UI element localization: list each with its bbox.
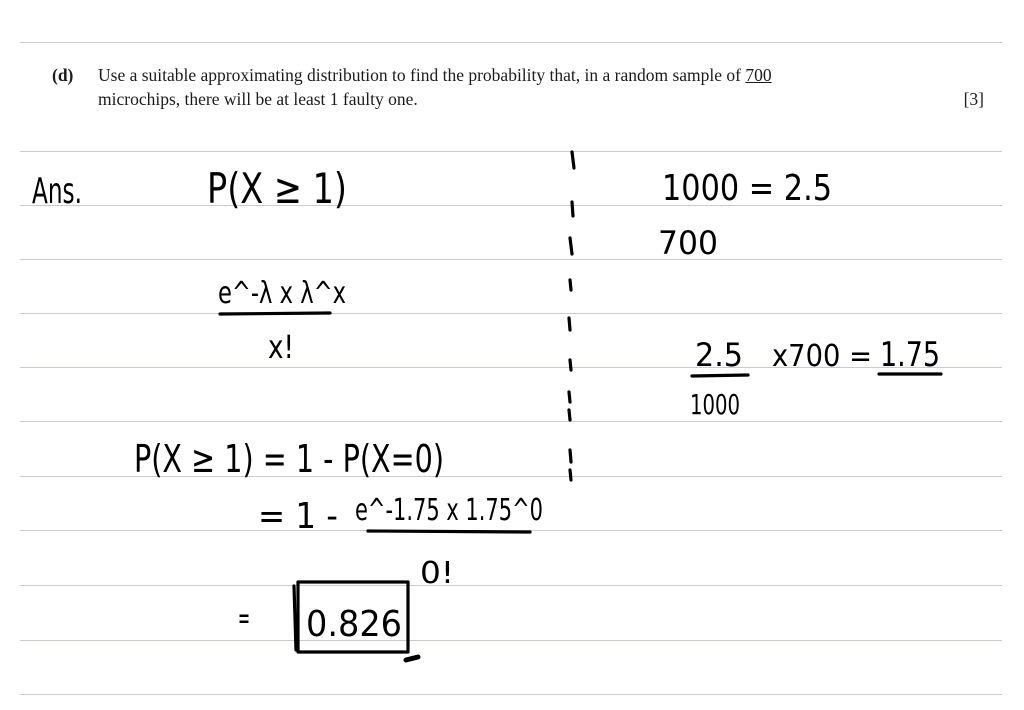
fraction-bar xyxy=(692,375,748,376)
calc-numerator: 2.5 xyxy=(695,336,743,374)
formula-denominator: x! xyxy=(268,328,294,366)
calc-denominator: 1000 xyxy=(690,388,740,421)
step-2-denominator: 0! xyxy=(420,556,454,591)
poisson-formula xyxy=(218,276,346,366)
question-marks: [3] xyxy=(963,89,984,109)
ans-label: Ans. xyxy=(32,171,82,212)
final-result xyxy=(238,582,418,660)
dashed-divider xyxy=(569,152,574,480)
question-label: (d) xyxy=(52,65,74,85)
step-2-numerator: e^-1.75 x 1.75^0 xyxy=(355,493,543,528)
calc-multiplier: x700 = xyxy=(772,339,872,374)
boxed-answer: 0.826 xyxy=(306,604,402,645)
calc-result: 1.75 xyxy=(880,335,940,375)
pen-mark xyxy=(406,657,418,660)
formula-numerator: e^-λ x λ^x xyxy=(218,276,346,311)
sample-size: 700 xyxy=(745,65,772,85)
step-2 xyxy=(258,493,543,591)
rate-calculation xyxy=(690,335,941,421)
result-equals: = xyxy=(238,601,250,636)
fraction-bar xyxy=(368,531,530,532)
step-2-prefix: = 1 - xyxy=(258,496,338,537)
step-1: P(X ≥ 1) = 1 - P(X=0) xyxy=(134,437,444,481)
ratio-bottom: 700 xyxy=(658,224,718,262)
question-line-1-text: Use a suitable approximating distribution to find the probability that, in a random sample of xyxy=(98,65,746,85)
ratio-top: 1000 = 2.5 xyxy=(662,168,832,209)
prob-statement: P(X ≥ 1) xyxy=(207,164,347,213)
question-line-2: microchips, there will be at least 1 faulty one. xyxy=(98,89,418,109)
fraction-bar xyxy=(220,313,330,314)
